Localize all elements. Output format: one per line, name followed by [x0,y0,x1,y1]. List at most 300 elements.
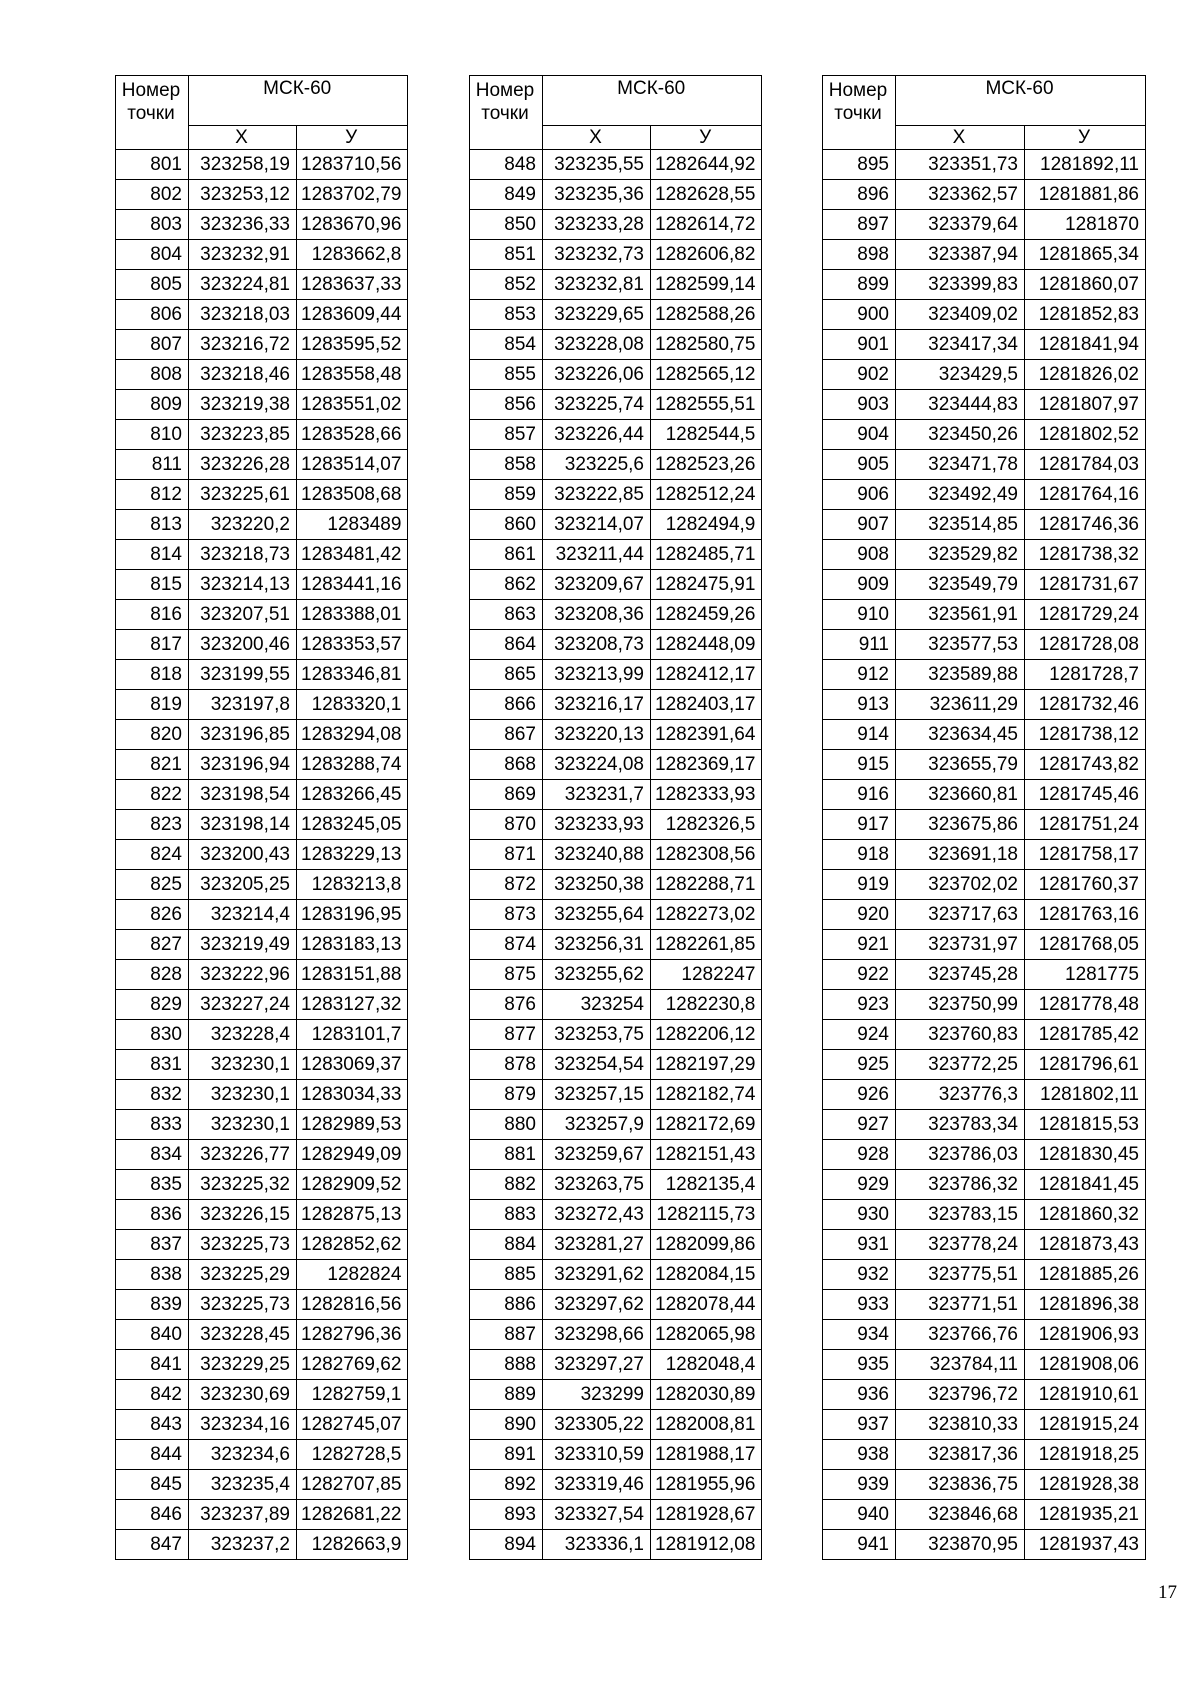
x-coordinate-cell: 323760,83 [896,1020,1025,1050]
y-coordinate-cell: 1282412,17 [651,660,762,690]
point-number-label: Номер точки [475,80,535,124]
table-row [823,1500,1146,1530]
y-coordinate-cell: 1281728,7 [1025,660,1146,690]
table-row [470,570,762,600]
table-row [823,1290,1146,1320]
y-coordinate-cell: 1282048,4 [651,1350,762,1380]
point-number-cell: 836 [116,1200,189,1230]
x-coordinate-cell: 323222,85 [543,480,651,510]
point-number-cell: 894 [470,1530,543,1560]
x-coordinate-cell: 323319,46 [543,1470,651,1500]
point-number-cell: 812 [116,480,189,510]
y-coordinate-cell: 1281830,45 [1025,1140,1146,1170]
table-row [116,1350,408,1380]
table-row [823,1260,1146,1290]
table-row [470,390,762,420]
table-row [470,1170,762,1200]
y-coordinate-cell: 1281746,36 [1025,510,1146,540]
point-number-cell: 921 [823,930,896,960]
y-coordinate-cell: 1283609,44 [297,300,408,330]
y-coordinate-cell: 1281802,52 [1025,420,1146,450]
x-coordinate-cell: 323208,36 [543,600,651,630]
point-number-cell: 813 [116,510,189,540]
y-coordinate-cell: 1283637,33 [297,270,408,300]
x-coordinate-cell: 323281,27 [543,1230,651,1260]
y-coordinate-cell: 1282135,4 [651,1170,762,1200]
point-number-cell: 928 [823,1140,896,1170]
table-row [116,1200,408,1230]
point-number-cell: 833 [116,1110,189,1140]
table-row [823,1380,1146,1410]
x-coordinate-cell: 323796,72 [896,1380,1025,1410]
y-coordinate-cell: 1283481,42 [297,540,408,570]
point-number-cell: 802 [116,180,189,210]
point-number-cell: 905 [823,450,896,480]
table-row [116,1020,408,1050]
y-coordinate-cell: 1281760,37 [1025,870,1146,900]
y-coordinate-cell: 1282151,43 [651,1140,762,1170]
point-number-cell: 902 [823,360,896,390]
table-row [470,1110,762,1140]
table-row [116,660,408,690]
table-row [116,630,408,660]
table-row [116,210,408,240]
x-coordinate-cell: 323216,72 [189,330,297,360]
point-number-cell: 858 [470,450,543,480]
y-coordinate-cell: 1281731,67 [1025,570,1146,600]
y-coordinate-cell: 1281743,82 [1025,750,1146,780]
y-header: У [1025,126,1146,150]
point-number-cell: 801 [116,150,189,180]
x-coordinate-cell: 323310,59 [543,1440,651,1470]
table-row [823,510,1146,540]
table-row [470,300,762,330]
x-coordinate-cell: 323444,83 [896,390,1025,420]
x-coordinate-cell: 323786,32 [896,1170,1025,1200]
x-coordinate-cell: 323660,81 [896,780,1025,810]
table-row [470,1320,762,1350]
coordinate-system-header: МСК-60 [543,76,762,126]
x-coordinate-cell: 323387,94 [896,240,1025,270]
point-number-label: Номер точки [121,80,181,124]
x-coordinate-cell: 323783,15 [896,1200,1025,1230]
table-row [116,1410,408,1440]
x-coordinate-cell: 323745,28 [896,960,1025,990]
y-coordinate-cell: 1281918,25 [1025,1440,1146,1470]
table-row [823,1170,1146,1200]
table-row [116,960,408,990]
x-coordinate-cell: 323817,36 [896,1440,1025,1470]
x-coordinate-cell: 323233,93 [543,810,651,840]
y-coordinate-cell: 1281758,17 [1025,840,1146,870]
coordinate-system-header: МСК-60 [189,76,408,126]
y-coordinate-cell: 1281852,83 [1025,300,1146,330]
point-number-cell: 823 [116,810,189,840]
x-coordinate-cell: 323232,81 [543,270,651,300]
x-coordinate-cell: 323870,95 [896,1530,1025,1560]
point-number-cell: 835 [116,1170,189,1200]
x-coordinate-cell: 323228,08 [543,330,651,360]
point-number-cell: 895 [823,150,896,180]
table-row [823,1320,1146,1350]
y-coordinate-cell: 1281885,26 [1025,1260,1146,1290]
point-number-cell: 915 [823,750,896,780]
point-number-cell: 810 [116,420,189,450]
table-row [470,990,762,1020]
table-row [470,750,762,780]
x-coordinate-cell: 323233,28 [543,210,651,240]
y-coordinate-cell: 1282852,62 [297,1230,408,1260]
x-coordinate-cell: 323776,3 [896,1080,1025,1110]
point-number-cell: 896 [823,180,896,210]
point-number-cell: 828 [116,960,189,990]
table-row [823,630,1146,660]
point-number-cell: 809 [116,390,189,420]
table-row [823,150,1146,180]
y-coordinate-cell: 1281908,06 [1025,1350,1146,1380]
x-coordinate-cell: 323297,27 [543,1350,651,1380]
x-coordinate-cell: 323230,1 [189,1080,297,1110]
x-header: X [896,126,1025,150]
point-number-cell: 829 [116,990,189,1020]
point-number-cell: 871 [470,840,543,870]
point-number-cell: 845 [116,1470,189,1500]
x-coordinate-cell: 323219,38 [189,390,297,420]
x-coordinate-cell: 323450,26 [896,420,1025,450]
point-number-cell: 868 [470,750,543,780]
x-coordinate-cell: 323253,75 [543,1020,651,1050]
x-coordinate-cell: 323223,85 [189,420,297,450]
y-coordinate-cell: 1282369,17 [651,750,762,780]
point-number-cell: 870 [470,810,543,840]
table-row [470,630,762,660]
table-row [470,480,762,510]
point-number-cell: 900 [823,300,896,330]
point-number-cell: 882 [470,1170,543,1200]
x-coordinate-cell: 323750,99 [896,990,1025,1020]
x-coordinate-cell: 323846,68 [896,1500,1025,1530]
x-coordinate-cell: 323836,75 [896,1470,1025,1500]
x-coordinate-cell: 323272,43 [543,1200,651,1230]
table-row [823,1080,1146,1110]
y-coordinate-cell: 1283514,07 [297,450,408,480]
x-coordinate-cell: 323232,91 [189,240,297,270]
y-coordinate-cell: 1283069,37 [297,1050,408,1080]
point-number-cell: 873 [470,900,543,930]
point-number-cell: 815 [116,570,189,600]
x-coordinate-cell: 323237,2 [189,1530,297,1560]
table-row [470,1200,762,1230]
point-number-cell: 843 [116,1410,189,1440]
y-coordinate-cell: 1281778,48 [1025,990,1146,1020]
table-row [470,1350,762,1380]
x-coordinate-cell: 323263,75 [543,1170,651,1200]
point-number-cell: 838 [116,1260,189,1290]
x-coordinate-cell: 323731,97 [896,930,1025,960]
point-number-cell: 827 [116,930,189,960]
table-row [116,180,408,210]
point-number-label: Номер точки [828,80,888,124]
table-row [823,240,1146,270]
x-coordinate-cell: 323219,49 [189,930,297,960]
point-number-cell: 853 [470,300,543,330]
table-row [470,1020,762,1050]
point-number-cell: 860 [470,510,543,540]
x-coordinate-cell: 323254 [543,990,651,1020]
point-number-cell: 881 [470,1140,543,1170]
point-number-cell: 837 [116,1230,189,1260]
x-coordinate-cell: 323417,34 [896,330,1025,360]
table-row [116,900,408,930]
point-number-cell: 907 [823,510,896,540]
x-coordinate-cell: 323225,32 [189,1170,297,1200]
y-coordinate-cell: 1283710,56 [297,150,408,180]
y-coordinate-cell: 1282206,12 [651,1020,762,1050]
point-number-cell: 817 [116,630,189,660]
y-coordinate-cell: 1283346,81 [297,660,408,690]
x-coordinate-cell: 323766,76 [896,1320,1025,1350]
table-row [470,690,762,720]
y-coordinate-cell: 1281873,43 [1025,1230,1146,1260]
point-number-cell: 877 [470,1020,543,1050]
table-row [470,510,762,540]
x-coordinate-cell: 323220,13 [543,720,651,750]
point-number-cell: 857 [470,420,543,450]
x-coordinate-cell: 323783,34 [896,1110,1025,1140]
point-number-cell: 893 [470,1500,543,1530]
x-coordinate-cell: 323471,78 [896,450,1025,480]
x-coordinate-cell: 323810,33 [896,1410,1025,1440]
y-coordinate-cell: 1282261,85 [651,930,762,960]
table-row [470,1500,762,1530]
table-row [116,1320,408,1350]
point-number-cell: 899 [823,270,896,300]
table-row [116,1080,408,1110]
y-coordinate-cell: 1282403,17 [651,690,762,720]
table-row [116,1170,408,1200]
table-row [823,420,1146,450]
table-row [116,270,408,300]
table-row [116,930,408,960]
x-coordinate-cell: 323577,53 [896,630,1025,660]
x-coordinate-cell: 323214,4 [189,900,297,930]
point-number-cell: 934 [823,1320,896,1350]
x-coordinate-cell: 323589,88 [896,660,1025,690]
table-row [470,720,762,750]
y-coordinate-cell: 1281988,17 [651,1440,762,1470]
point-number-cell: 804 [116,240,189,270]
point-number-cell: 941 [823,1530,896,1560]
y-coordinate-cell: 1282084,15 [651,1260,762,1290]
table-row [116,1110,408,1140]
x-coordinate-cell: 323702,02 [896,870,1025,900]
y-coordinate-cell: 1283183,13 [297,930,408,960]
point-number-cell: 925 [823,1050,896,1080]
x-coordinate-cell: 323218,03 [189,300,297,330]
y-coordinate-cell: 1281728,08 [1025,630,1146,660]
point-number-cell: 913 [823,690,896,720]
x-coordinate-cell: 323205,25 [189,870,297,900]
point-number-cell: 806 [116,300,189,330]
x-coordinate-cell: 323492,49 [896,480,1025,510]
table-row [470,1380,762,1410]
table-row [116,1230,408,1260]
x-coordinate-cell: 323250,38 [543,870,651,900]
y-coordinate-cell: 1282599,14 [651,270,762,300]
coordinates-table-3 [822,75,1146,1560]
y-coordinate-cell: 1283229,13 [297,840,408,870]
x-coordinate-cell: 323299 [543,1380,651,1410]
y-coordinate-cell: 1281928,67 [651,1500,762,1530]
point-number-cell: 906 [823,480,896,510]
x-coordinate-cell: 323634,45 [896,720,1025,750]
point-number-cell: 926 [823,1080,896,1110]
x-coordinate-cell: 323256,31 [543,930,651,960]
point-number-cell: 814 [116,540,189,570]
x-coordinate-cell: 323228,4 [189,1020,297,1050]
point-number-cell: 912 [823,660,896,690]
x-coordinate-cell: 323197,8 [189,690,297,720]
table-row [116,690,408,720]
x-coordinate-cell: 323351,73 [896,150,1025,180]
x-coordinate-cell: 323429,5 [896,360,1025,390]
point-number-cell: 830 [116,1020,189,1050]
y-coordinate-cell: 1282512,24 [651,480,762,510]
y-coordinate-cell: 1282989,53 [297,1110,408,1140]
x-coordinate-cell: 323297,62 [543,1290,651,1320]
y-coordinate-cell: 1283441,16 [297,570,408,600]
table-row [116,420,408,450]
y-coordinate-cell: 1281732,46 [1025,690,1146,720]
table-row [823,1110,1146,1140]
y-coordinate-cell: 1282448,09 [651,630,762,660]
x-coordinate-cell: 323207,51 [189,600,297,630]
y-coordinate-cell: 1282197,29 [651,1050,762,1080]
point-number-cell: 931 [823,1230,896,1260]
x-coordinate-cell: 323230,69 [189,1380,297,1410]
x-coordinate-cell: 323198,14 [189,810,297,840]
table-row [470,1470,762,1500]
point-number-cell: 924 [823,1020,896,1050]
table-row [470,1530,762,1560]
y-coordinate-cell: 1283670,96 [297,210,408,240]
table-row [470,1410,762,1440]
point-number-cell: 929 [823,1170,896,1200]
x-coordinate-cell: 323216,17 [543,690,651,720]
y-coordinate-cell: 1281775 [1025,960,1146,990]
point-number-cell: 920 [823,900,896,930]
point-number-cell: 887 [470,1320,543,1350]
x-coordinate-cell: 323232,73 [543,240,651,270]
y-coordinate-cell: 1282628,55 [651,180,762,210]
point-number-cell: 919 [823,870,896,900]
page-number: 17 [1158,1582,1177,1603]
y-coordinate-cell: 1282485,71 [651,540,762,570]
x-coordinate-cell: 323257,9 [543,1110,651,1140]
x-coordinate-cell: 323327,54 [543,1500,651,1530]
point-number-cell: 848 [470,150,543,180]
table-row [823,270,1146,300]
x-coordinate-cell: 323362,57 [896,180,1025,210]
y-coordinate-cell: 1283151,88 [297,960,408,990]
point-number-cell: 938 [823,1440,896,1470]
x-coordinate-cell: 323227,24 [189,990,297,1020]
point-number-cell: 822 [116,780,189,810]
point-number-cell: 826 [116,900,189,930]
y-coordinate-cell: 1282475,91 [651,570,762,600]
y-coordinate-cell: 1283294,08 [297,720,408,750]
point-number-cell: 898 [823,240,896,270]
point-number-cell: 862 [470,570,543,600]
y-coordinate-cell: 1283196,95 [297,900,408,930]
point-number-cell: 879 [470,1080,543,1110]
y-coordinate-cell: 1282172,69 [651,1110,762,1140]
point-number-cell: 861 [470,540,543,570]
y-coordinate-cell: 1283213,8 [297,870,408,900]
table-row [823,960,1146,990]
x-coordinate-cell: 323229,25 [189,1350,297,1380]
y-coordinate-cell: 1283489 [297,510,408,540]
point-number-cell: 824 [116,840,189,870]
point-number-cell: 846 [116,1500,189,1530]
x-coordinate-cell: 323226,44 [543,420,651,450]
x-coordinate-cell: 323231,7 [543,780,651,810]
table-row [470,540,762,570]
table-row [116,480,408,510]
y-coordinate-cell: 1282230,8 [651,990,762,1020]
point-number-cell: 863 [470,600,543,630]
table-row [116,1050,408,1080]
x-coordinate-cell: 323237,89 [189,1500,297,1530]
table-row [116,1440,408,1470]
y-coordinate-cell: 1283320,1 [297,690,408,720]
point-number-cell: 852 [470,270,543,300]
y-coordinate-cell: 1283353,57 [297,630,408,660]
y-coordinate-cell: 1282745,07 [297,1410,408,1440]
table-body [116,150,408,1560]
y-coordinate-cell: 1282391,64 [651,720,762,750]
point-number-cell: 872 [470,870,543,900]
y-coordinate-cell: 1282247 [651,960,762,990]
table-row [823,1410,1146,1440]
table-row [823,300,1146,330]
point-number-cell: 888 [470,1350,543,1380]
table-row [823,810,1146,840]
y-coordinate-cell: 1281915,24 [1025,1410,1146,1440]
y-coordinate-cell: 1281729,24 [1025,600,1146,630]
table-row [470,1080,762,1110]
point-number-cell: 842 [116,1380,189,1410]
table-row [470,810,762,840]
table-row [116,720,408,750]
table-row [823,360,1146,390]
table-row [116,870,408,900]
table-row [823,1200,1146,1230]
table-row [116,1530,408,1560]
y-coordinate-cell: 1281892,11 [1025,150,1146,180]
y-coordinate-cell: 1282288,71 [651,870,762,900]
y-coordinate-cell: 1281764,16 [1025,480,1146,510]
table-row [116,840,408,870]
point-number-cell: 936 [823,1380,896,1410]
table-row [470,1230,762,1260]
table-row [116,240,408,270]
x-coordinate-cell: 323235,4 [189,1470,297,1500]
x-coordinate-cell: 323229,65 [543,300,651,330]
y-coordinate-cell: 1282459,26 [651,600,762,630]
point-number-cell: 821 [116,750,189,780]
x-coordinate-cell: 323226,28 [189,450,297,480]
